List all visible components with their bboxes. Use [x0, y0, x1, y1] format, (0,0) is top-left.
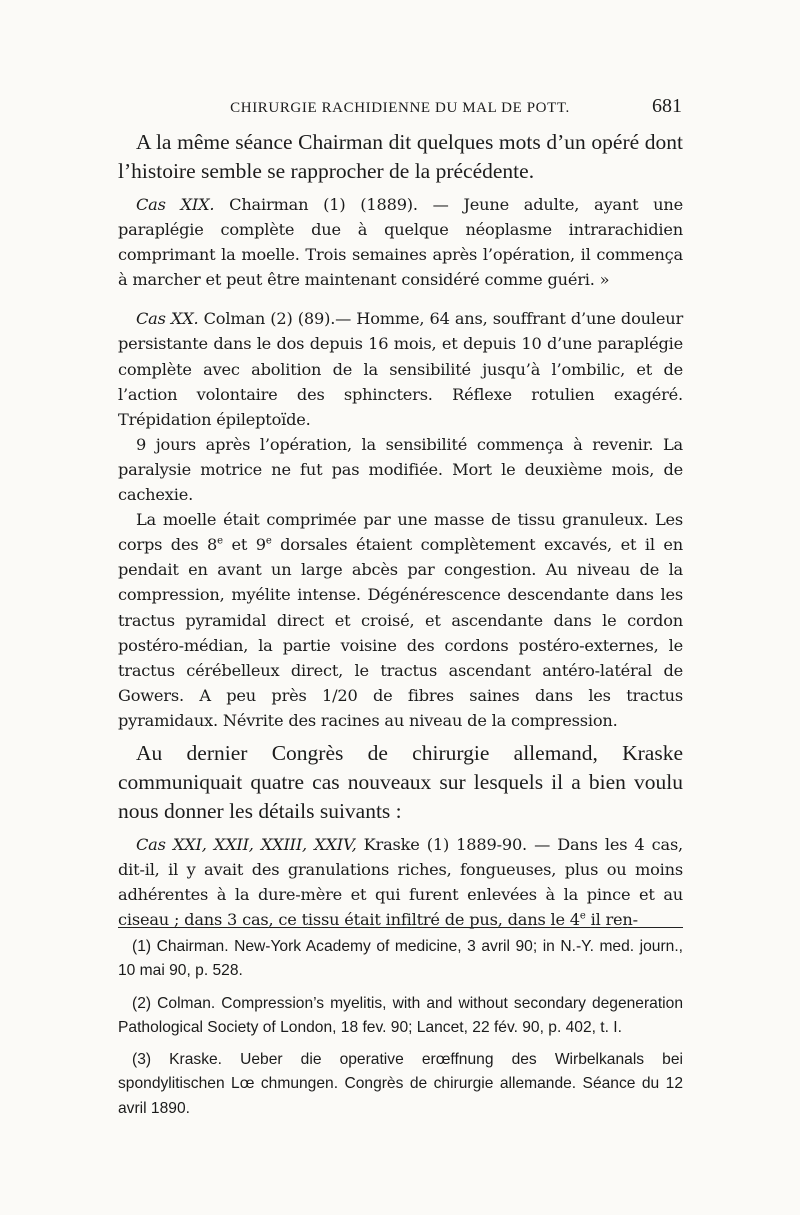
case-label: Cas XIX. [136, 195, 215, 214]
case-text: Colman (2) (89).— Homme, 64 ans, souffrant d’une douleur persistante dans le dos depuis 16 mois, et depuis 10 d’une paraplégie complète avec abolition de la sensibilité jusqu’à l’ombilic, et de l’action volontaire des sphincters. Réflexe rotulien exagéré. Trépidation épileptoïde. [118, 309, 683, 429]
page-number: 681 [652, 95, 682, 117]
case-label: Cas XXI, XXII, XXIII, XXIV, [136, 834, 357, 854]
paragraph-kraske: Au dernier Congrès de chirurgie allemand, Kraske communiquait quatre cas nouveaux sur lesquels il a bien voulu nous donner les détails suivants : [118, 740, 683, 823]
running-header [118, 95, 682, 117]
footnote: (1) Chairman. New-York Academy of medicine, 3 avril 90; in N.-Y. med. journ., 10 mai 90, p. 528. [118, 938, 683, 980]
case-xix [118, 192, 683, 292]
paragraph-intro: A la même séance Chairman dit quelques mots d’un opéré dont l’histoire semble se rapprocher de la précédente. [118, 130, 683, 183]
running-title: CHIRURGIE RACHIDIENNE DU MAL DE POTT. [230, 100, 570, 116]
footnote: (3) Kraske. Ueber die operative erœffnung des Wirbelkanals bei spondylitischen Lœ chmungen. Congrès de chirurgie allemande. Séance du 12 avril 1890. [118, 1051, 683, 1117]
case-text: Chairman (1) (1889). — Jeune adulte, ayant une paraplégie complète due à quelque néoplasme intrarachidien comprimant la moelle. Trois semaines après l’opération, il commença à marcher et peut être maintenant considéré comme guéri. » [118, 195, 684, 290]
footnote-rule [118, 927, 683, 928]
footnotes [118, 935, 683, 1129]
main-text [118, 128, 683, 932]
case-xx-autopsy: La moelle était comprimée par une masse de tissu granuleux. Les corps des 8e et 9e dorsales étaient complètement excavés, et il en pendait en avant un large abcès par congestion. Au niveau de la compression, myélite intense. Dégénérescence descendante dans les tractus pyramidal direct et croisé, et ascendante dans le cordon postéro-médian, la partie voisine des cordons postéro-externes, le tractus cérébelleux direct, le tractus ascendant antéro-latéral de Gowers. A peu près 1/20 de fibres saines dans les tractus pyramidaux. Névrite des racines au niveau de la compression. [118, 510, 684, 730]
case-xxi-xxiv: Cas XXI, XXII, XXIII, XXIV, Kraske (1) 1889-90. — Dans les 4 cas, dit-il, il y avait des granulations riches, fongueuses, plus ou moins adhérentes à la dure-mère et qui furent enlevées à la pince et au ciseau ; dans 3 cas, ce tissu était infiltré de pus, dans le 4e il ren- [118, 834, 683, 930]
footnote: (2) Colman. Compression’s myelitis, with and without secondary degeneration Pathological Society of London, 18 fev. 90; Lancet, 22 fév. 90, p. 402, t. I. [118, 994, 683, 1036]
case-label: Cas XX. [136, 309, 199, 329]
case-xx-outcome: 9 jours après l’opération, la sensibilité commença à revenir. La paralysie motrice ne fut pas modifiée. Mort le deuxième mois, de cachexie. [118, 434, 683, 505]
case-xx [118, 306, 683, 431]
